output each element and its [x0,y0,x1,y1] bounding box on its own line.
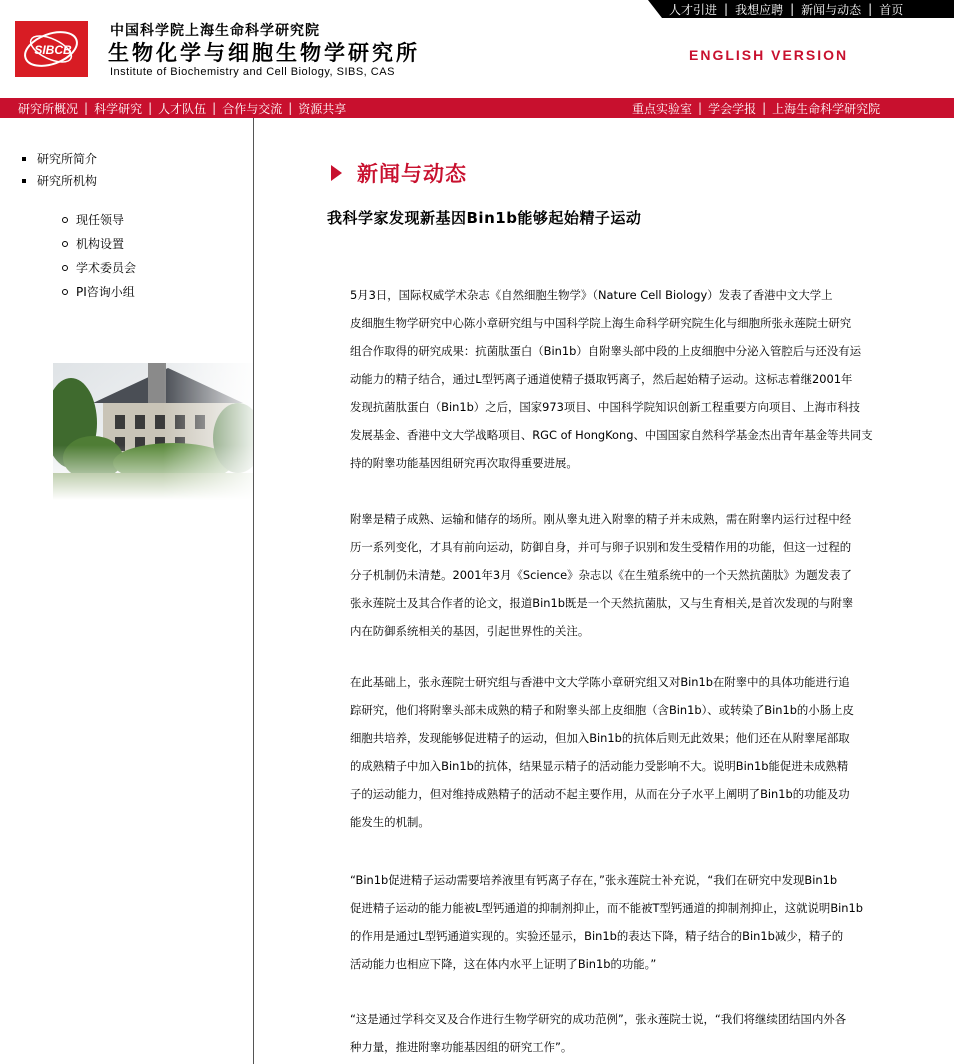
separator: | [698,101,703,115]
text-line: 能发生的机制。 [350,815,430,829]
sidebar-subitem-academic-committee[interactable] [62,259,136,276]
circle-bullet-icon [62,265,68,271]
square-bullet-icon [22,157,26,161]
separator: | [724,2,729,16]
sidebar-item-label: 研究所简介 [37,152,98,166]
nav-left-group [12,98,352,118]
text-line: 5月3日，国际权威学术杂志《自然细胞生物学》（Nature Cell Biology）发表了香港中文大学上 [350,288,833,302]
section-title: 新闻与动态 [357,162,467,186]
nav-item-overview[interactable]: 研究所概况 [18,101,79,116]
sidebar-subitem-label: 机构设置 [76,237,125,251]
sibcb-logo[interactable] [15,21,88,77]
sidebar-subitem-pi-group[interactable] [62,283,135,300]
nav-item-research[interactable]: 科学研究 [94,101,143,116]
nav-item-key-labs[interactable]: 重点实验室 [632,101,693,116]
top-utility-bar [662,0,954,18]
nav-item-societies[interactable]: 学会学报 [708,101,757,116]
article-paragraph-4 [350,866,890,978]
top-link-news[interactable]: 新闻与动态 [801,2,862,17]
text-line: 张永莲院士及其合作者的论文，报道Bin1b既是一个天然抗菌肽，又与生育相关,是首次发现的与附睾 [350,596,854,610]
sidebar-item-intro[interactable] [22,150,97,167]
text-line: 踪研究，他们将附睾头部未成熟的精子和附睾头部上皮细胞（含Bin1b）、或转染了Bin1b的小肠上皮 [350,703,854,717]
separator: | [288,101,293,115]
sidebar-subitem-label: PI咨询小组 [76,285,135,299]
main-nav [0,98,954,118]
cas-line: 中国科学院上海生命科学研究院 [110,23,320,39]
top-link-home[interactable]: 首页 [879,2,904,17]
text-line: 动能力的精子结合，通过L型钙离子通道使精子摄取钙离子，然后起始精子运动。这标志着继2001年 [350,372,853,386]
sidebar-item-label: 研究所机构 [37,174,98,188]
nav-item-sibs[interactable]: 上海生命科学研究院 [772,101,881,116]
text-line: 促进精子运动的能力能被L型钙通道的抑制剂抑止，而不能被T型钙通道的抑制剂抑止，这就说明Bin1b [350,901,863,915]
text-line: 历一系列变化，才具有前向运动，防御自身，并可与卵子识别和发生受精作用的功能，但这一过程的 [350,540,852,554]
article-paragraph-2 [350,505,890,645]
sidebar-subitem-leaders[interactable] [62,211,124,228]
section-header [331,158,467,188]
text-line: “这是通过学科交叉及合作进行生物学研究的成功范例”，张永莲院士说，“我们将继续团结国内外各 [350,1012,847,1026]
text-line: 内在防御系统相关的基因，引起世界性的关注。 [350,624,590,638]
nav-item-resources[interactable]: 资源共享 [298,101,347,116]
separator: | [762,101,767,115]
nav-item-talent[interactable]: 人才队伍 [158,101,207,116]
square-bullet-icon [22,179,26,183]
separator: | [790,2,795,16]
circle-bullet-icon [62,217,68,223]
sidebar-subitem-departments[interactable] [62,235,124,252]
institute-name-en: Institute of Biochemistry and Cell Biology, SIBS, CAS [110,66,395,78]
circle-bullet-icon [62,241,68,247]
article-paragraph-3 [350,668,890,836]
nav-item-cooperation[interactable]: 合作与交流 [222,101,283,116]
sidebar-item-structure[interactable] [22,172,97,189]
text-line: 持的附睾功能基因组研究再次取得重要进展。 [350,456,578,470]
text-line: 细胞共培养，发现能够促进精子的运动，但加入Bin1b的抗体后则无此效果；他们还在从附睾尾部取 [350,731,850,745]
institute-name-cn: 生物化学与细胞生物学研究所 [108,41,420,65]
separator: | [84,101,89,115]
separator: | [148,101,153,115]
english-version-link[interactable]: ENGLISH VERSION [689,47,849,63]
article-paragraph-1 [350,281,890,477]
text-line: 活动能力也相应下降，这在体内水平上证明了Bin1b的功能。” [350,957,657,971]
text-line: 皮细胞生物学研究中心陈小章研究组与中国科学院上海生命科学研究院生化与细胞所张永莲院士研究 [350,316,852,330]
sidebar-subitem-label: 现任领导 [76,213,125,227]
text-line: 的成熟精子中加入Bin1b的抗体，结果显示精子的活动能力受影响不大。说明Bin1b能促进未成熟精 [350,759,849,773]
separator: | [868,2,873,16]
text-line: 分子机制仍未清楚。2001年3月《Science》杂志以《在生殖系统中的一个天然抗菌肽》为题发表了 [350,568,852,582]
svg-text:SIBCB: SIBCB [34,43,72,57]
text-line: 在此基础上，张永莲院士研究组与香港中文大学陈小章研究组又对Bin1b在附睾中的具体功能进行追 [350,675,850,689]
text-line: 发展基金、香港中文大学战略项目、RGC of HongKong、中国国家自然科学基金杰出青年基金等共同支 [350,428,873,442]
top-link-apply[interactable]: 我想应聘 [735,2,784,17]
sidebar-subitem-label: 学术委员会 [76,261,137,275]
article-title: 我科学家发现新基因Bin1b能够起始精子运动 [327,209,642,227]
text-line: 组合作取得的研究成果：抗菌肽蛋白（Bin1b）自附睾头部中段的上皮细胞中分泌入管腔后与还没有运 [350,344,862,358]
sidebar [0,118,253,1064]
column-divider [253,118,254,1064]
text-line: 发现抗菌肽蛋白（Bin1b）之后，国家973项目、中国科学院知识创新工程重要方向项目、上海市科技 [350,400,861,414]
circle-bullet-icon [62,289,68,295]
text-line: 种力量，推进附睾功能基因组的研究工作”。 [350,1040,573,1054]
separator: | [212,101,217,115]
text-line: “Bin1b促进精子运动需要培养液里有钙离子存在，”张永莲院士补充说，“我们在研究中发现Bin1b [350,873,838,887]
text-line: 子的运动能力，但对维持成熟精子的活动不起主要作用，从而在分子水平上阐明了Bin1b的功能及功 [350,787,850,801]
nav-right-group [626,98,886,118]
article-paragraph-5 [350,1005,890,1061]
text-line: 的作用是通过L型钙通道实现的。实验还显示，Bin1b的表达下降，精子结合的Bin1b减少，精子的 [350,929,844,943]
institute-building-photo [53,363,253,500]
triangle-arrow-icon [331,165,342,181]
text-line: 附睾是精子成熟、运输和储存的场所。刚从睾丸进入附睾的精子并未成熟，需在附睾内运行过程中经 [350,512,852,526]
top-link-talent[interactable]: 人才引进 [669,2,718,17]
